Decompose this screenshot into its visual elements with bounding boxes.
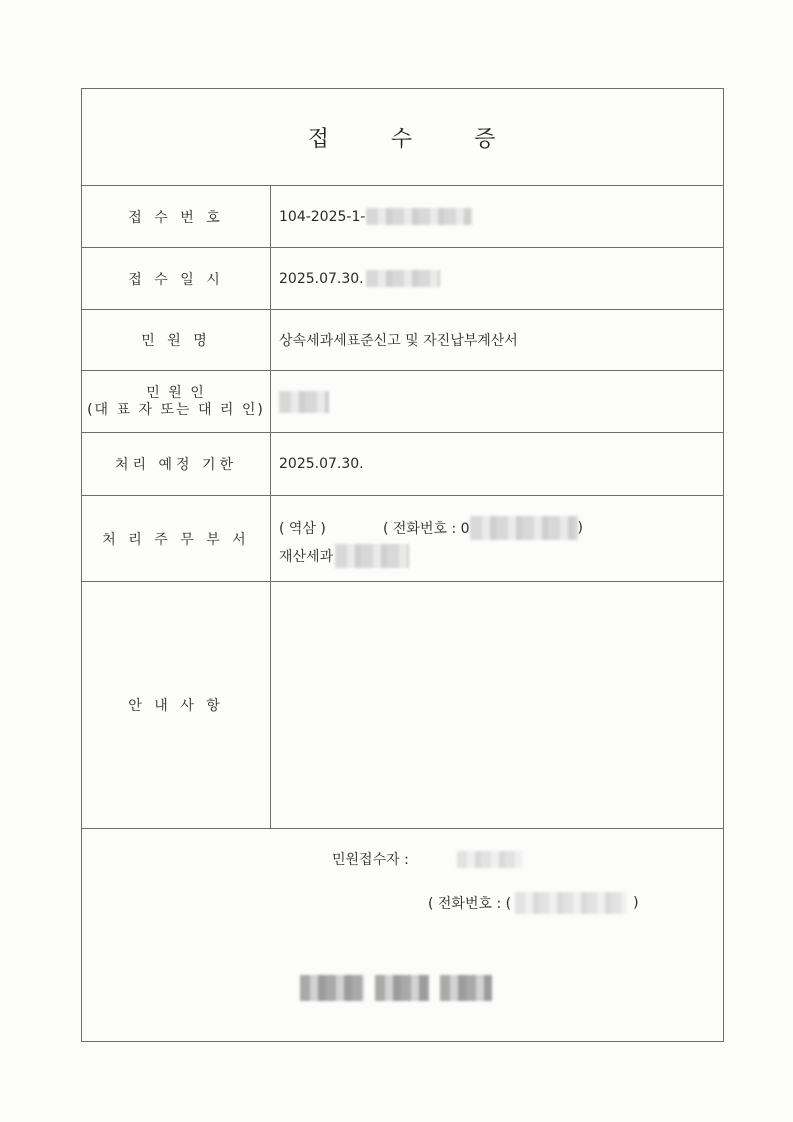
redacted-block (457, 851, 523, 868)
redacted-block (440, 975, 492, 1001)
petitioner-label (82, 371, 270, 432)
redacted-block (335, 544, 409, 568)
redacted-block (300, 975, 364, 1001)
title-char-2: 수 (390, 126, 415, 152)
footer-phone-label: ( 전화번호 : ( (428, 896, 512, 912)
redacted-block (375, 975, 429, 1001)
petition-name-label: 민 원 명 (141, 333, 211, 349)
footer-phone-line (428, 892, 639, 914)
document-title (82, 89, 723, 185)
receipt-date-value (279, 248, 713, 309)
notice-label: 안 내 사 항 (128, 698, 224, 714)
department-name: 재산세과 (279, 549, 334, 565)
issuer-seal (300, 975, 492, 1001)
petition-name-value: 상속세과세표준신고 및 자진납부계산서 (279, 333, 518, 349)
department-role: ( 역삼 ) (279, 521, 326, 537)
receiver-label: 민원접수자 : (332, 852, 409, 868)
receipt-no-value (279, 186, 713, 247)
receipt-no-label: 접 수 번 호 (128, 209, 224, 226)
redacted-block (470, 516, 578, 540)
department-phone-close: ) (577, 520, 584, 536)
notice-value (279, 582, 713, 828)
department-phone-label: ( 전화번호 : 0 (383, 521, 470, 537)
redacted-block (515, 892, 627, 914)
redacted-block (279, 391, 329, 413)
footer-phone-close: ) (633, 895, 639, 911)
receipt-no-text: 104-2025-1- (279, 208, 366, 225)
petitioner-value (279, 371, 713, 432)
title-char-1: 접 (307, 126, 331, 152)
deadline-label: 처리 예정 기한 (114, 457, 238, 473)
divider (82, 828, 723, 829)
receipt-form (81, 88, 724, 1042)
title-char-3: 증 (474, 126, 498, 152)
petitioner-label-line2: (대 표 자 또는 대 리 인) (87, 401, 265, 418)
receiver-line (332, 849, 523, 869)
receipt-date-label: 접 수 일 시 (128, 271, 224, 288)
department-value (279, 496, 713, 581)
department-label: 처 리 주 무 부 서 (102, 531, 250, 548)
redacted-block (366, 270, 440, 287)
petitioner-label-line1: 민 원 인 (146, 384, 206, 401)
redacted-block (366, 208, 472, 225)
column-divider (270, 185, 271, 828)
receipt-date-text: 2025.07.30. (279, 270, 364, 287)
deadline-value: 2025.07.30. (279, 456, 364, 472)
